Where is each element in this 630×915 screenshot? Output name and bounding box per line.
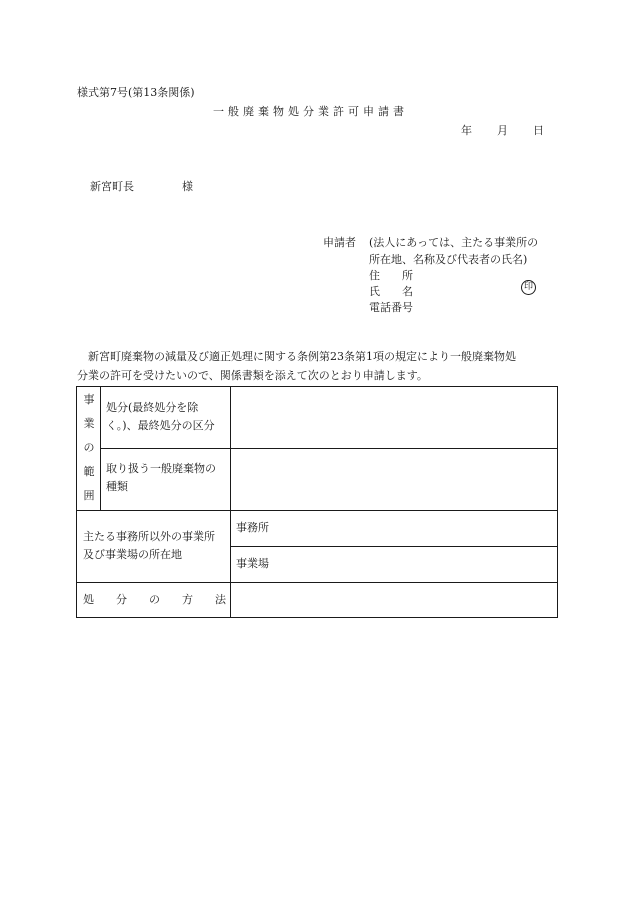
scope-char-2: 業 (83, 417, 95, 430)
addressee-honorific: 様 (182, 180, 193, 193)
disposal-method-field[interactable] (231, 583, 558, 618)
disposal-class-label-line2: く。)、最終処分の区分 (106, 419, 215, 432)
workplace-location-field[interactable] (231, 547, 558, 582)
applicant-phone-field[interactable]: 電話番号 (369, 301, 413, 314)
waste-type-label (106, 460, 216, 496)
other-locations-label (83, 528, 215, 564)
applicant-name-field[interactable]: 氏 名 (369, 285, 413, 298)
applicant-note-line1: (法人にあっては、主たる事業所の (369, 236, 539, 249)
disposal-class-label (106, 399, 215, 435)
scope-char-1: 事 (83, 393, 95, 406)
date-day-label: 日 (533, 124, 544, 137)
date-month-label: 月 (497, 124, 508, 137)
waste-type-field[interactable] (231, 449, 558, 510)
date-year-label: 年 (461, 124, 472, 137)
waste-type-label-line2: 種類 (106, 480, 128, 493)
other-locations-label-line2: 及び事業場の所在地 (83, 548, 182, 561)
seal-icon: 印 (521, 280, 536, 295)
scope-char-5: 囲 (83, 489, 95, 502)
form-title: 一般廃棄物処分業許可申請書 (213, 105, 408, 118)
applicant-note-line2: 所在地、名称及び代表者の氏名) (369, 253, 528, 266)
workplace-label: 事業場 (236, 557, 269, 570)
other-locations-label-line1: 主たる事務所以外の事業所 (83, 530, 215, 543)
office-location-field[interactable] (231, 511, 558, 546)
body-text-line2: 分業の許可を受けたいので、関係書類を添えて次のとおり申請します。 (77, 369, 428, 382)
scope-char-3: の (83, 441, 95, 454)
scope-char-4: 範 (83, 465, 95, 478)
application-body-text (77, 347, 559, 385)
disposal-method-label: 処 分 の 方 法 (83, 593, 226, 606)
office-label: 事務所 (236, 521, 269, 534)
applicant-address-field[interactable]: 住 所 (369, 269, 413, 282)
form-number: 様式第7号(第13条関係) (77, 86, 195, 99)
application-table (76, 386, 558, 618)
disposal-class-field[interactable] (231, 387, 558, 448)
body-text-line1: 新宮町廃棄物の減量及び適正処理に関する条例第23条第1項の規定により一般廃棄物処 (77, 350, 516, 363)
applicant-label: 申請者 (323, 236, 356, 249)
disposal-class-label-line1: 処分(最終処分を除 (106, 401, 199, 414)
addressee-name: 新宮町長 (90, 180, 134, 193)
waste-type-label-line1: 取り扱う一般廃棄物の (106, 462, 216, 475)
